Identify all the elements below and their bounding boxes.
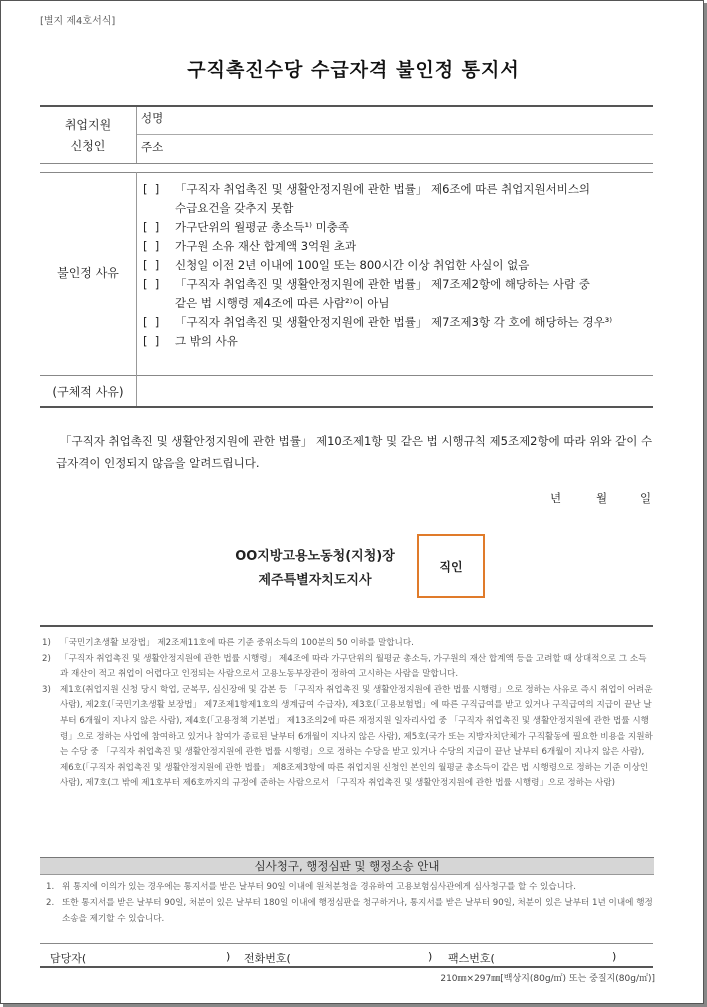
sender-office: OO지방고용노동청(지청)장 bbox=[235, 549, 395, 564]
name-row-divider bbox=[137, 134, 653, 135]
address-field-label: 주소 bbox=[141, 140, 164, 154]
date-day: 일 bbox=[640, 491, 652, 505]
appeal-guide-header: 심사청구, 행정심판 및 행정소송 안내 bbox=[40, 857, 654, 875]
footnote: 3) 제1호(취업지원 신청 당시 학업, 군복무, 심신장애 및 감본 등 「구직자 취업촉진 및 생활안정지원에 관한 법률 시행령」으로 정하는 사유로 즉시 취업이 어려운 사람), 제2호(「국민기초생활 보장법」 제7조제1항제1호의 생계급여 수급자), 제3호(「고용보험법」에 따른 구직급여를 받고 있거나 구직급여의 지급이 끝난 날부터 6개월이 지나지 않은 사람), 제4호(「고용정책 기본법」 제13조의2에 따른 재정지원 일자리사업 중 「구직자 취업촉진 및 생활안정지원에 관한 법률 시행령」으로 정하는 사업에 참여하고 있거나 참여가 종료된 날부터 6개월이 지나지 않은 사람), 제5호(국가 또는 지방자치단체가 구직활동에 필요한 비용을 지원하는 수당 중 「구직자 취업촉진 및 생활안정지원에 관한 법률 시행령」으로 정하는 수당을 받고 있거나 수당의 지급이 끝난 날부터 6개월이 지나지 않은 사람), 제6호(「구직자 취업촉진 및 생활안정지원에 관한 법률」 제8조제3항에 따른 취업지원 신청인 본인의 월평균 총소득이 같은 법 시행령으로 정하는 기준 이상인 사람), 제7호(그 밖에 제1호부터 제6호까지의 규정에 준하는 사람으로서 「구직자 취업촉진 및 생활안정지원에 관한 법률 시행령」으로 정하는 사람) bbox=[42, 684, 653, 789]
date-year: 년 bbox=[550, 491, 562, 505]
reason-checkbox[interactable]: [ ] bbox=[143, 277, 160, 291]
reason-item: [ ] 그 밖의 사유 bbox=[143, 332, 655, 351]
contact-top-border bbox=[40, 943, 653, 944]
reason-checkbox[interactable]: [ ] bbox=[143, 258, 160, 272]
reason-label: 불인정 사유 bbox=[57, 266, 119, 280]
reason-col-divider bbox=[136, 172, 137, 406]
reason-item: [ ] 「구직자 취업촉진 및 생활안정지원에 관한 법률」 제6조에 따른 취업지원서비스의 bbox=[143, 180, 655, 199]
applicant-label-line2: 신청인 bbox=[70, 139, 106, 153]
form-number: [별지 제4호서식] bbox=[40, 16, 116, 27]
manager-label: 담당자( bbox=[50, 952, 87, 965]
phone-label: 전화번호( bbox=[244, 952, 291, 965]
reason-item-continuation: 같은 법 시행령 제4조에 따른 사람²⁾이 아님 bbox=[175, 296, 390, 310]
reason-checkbox[interactable]: [ ] bbox=[143, 182, 160, 196]
guide-item: 1. 위 통지에 이의가 있는 경우에는 통지서를 받은 날부터 90일 이내에 원처분청을 경유하여 고용보험심사관에게 심사청구를 할 수 있습니다. bbox=[46, 882, 576, 892]
contact-bottom-border bbox=[40, 966, 653, 968]
reason-item: [ ] 「구직자 취업촉진 및 생활안정지원에 관한 법률」 제7조제2항에 해당하는 사람 중 bbox=[143, 275, 655, 294]
applicant-label-line1: 취업지원 bbox=[64, 118, 112, 132]
reason-list bbox=[143, 180, 655, 351]
reason-row-top bbox=[40, 172, 653, 173]
specific-reason-label: (구체적 사유) bbox=[52, 385, 124, 399]
reason-item-continuation: 수급요건을 갖추지 못함 bbox=[175, 201, 294, 215]
document-title: 구직촉진수당 수급자격 불인정 통지서 bbox=[187, 59, 520, 81]
fax-label: 팩스번호( bbox=[448, 952, 495, 965]
paper-spec: 210㎜×297㎜[백상지(80g/㎡) 또는 중질지(80g/㎡)] bbox=[440, 974, 655, 984]
manager-close: ) bbox=[226, 950, 231, 963]
name-field-label: 성명 bbox=[141, 111, 164, 125]
date-month: 월 bbox=[596, 491, 608, 505]
reason-checkbox[interactable]: [ ] bbox=[143, 239, 160, 253]
table-top-border bbox=[40, 105, 653, 107]
seal-label: 직인 bbox=[439, 559, 463, 574]
applicant-col-divider bbox=[136, 107, 137, 163]
reason-row-bottom bbox=[40, 375, 653, 376]
reason-checkbox[interactable]: [ ] bbox=[143, 334, 160, 348]
reason-item: [ ] 신청일 이전 2년 이내에 100일 또는 800시간 이상 취업한 사실이 없음 bbox=[143, 256, 655, 275]
applicant-row-bottom bbox=[40, 163, 653, 164]
applicant-label bbox=[40, 115, 136, 157]
footnotes bbox=[42, 636, 654, 792]
sender-governor: 제주특별자치도지사 bbox=[258, 573, 372, 588]
phone-close: ) bbox=[428, 950, 433, 963]
reason-checkbox[interactable]: [ ] bbox=[143, 315, 160, 329]
guide-item: 2. 또한 통지서를 받은 날부터 90일, 처분이 있은 날부터 180일 이내에 행정심판을 청구하거나, 통지서를 받은 날부터 90일, 처분이 있은 날부터 1년 이내에 행정소송을 제기할 수 있습니다. bbox=[46, 898, 653, 924]
official-seal-box bbox=[417, 534, 485, 598]
notes-top-border bbox=[40, 625, 653, 627]
reason-item: [ ] 「구직자 취업촉진 및 생활안정지원에 관한 법률」 제7조제3항 각 호에 해당하는 경우³⁾ bbox=[143, 313, 655, 332]
reason-item: [ ] 가구단위의 월평균 총소득¹⁾ 미충족 bbox=[143, 218, 655, 237]
reason-checkbox[interactable]: [ ] bbox=[143, 220, 160, 234]
footnote: 2) 「구직자 취업촉진 및 생활안정지원에 관한 법률 시행령」 제4조에 따라 가구단위의 월평균 총소득, 가구원의 재산 합계액 등을 고려할 때 상대적으로 그 소득과 재산이 적고 취업이 어렵다고 인정되는 사람으로서 고용노동부장관이 정하여 고시하는 사람을 말합니다. bbox=[42, 653, 647, 680]
footnote: 1) 「국민기초생활 보장법」 제2조제11호에 따른 기준 중위소득의 100분의 50 이하를 말합니다. bbox=[42, 638, 414, 648]
fax-close: ) bbox=[612, 950, 617, 963]
notice-body: 「구직자 취업촉진 및 생활안정지원에 관한 법률」 제10조제1항 및 같은 법 시행규칙 제5조제2항에 따라 위와 같이 수급자격이 인정되지 않음을 알려드립니다. bbox=[56, 434, 653, 470]
reason-item: [ ] 가구원 소유 재산 합계액 3억원 초과 bbox=[143, 237, 655, 256]
table-bottom-border bbox=[40, 406, 653, 408]
appeal-guide bbox=[46, 879, 654, 927]
